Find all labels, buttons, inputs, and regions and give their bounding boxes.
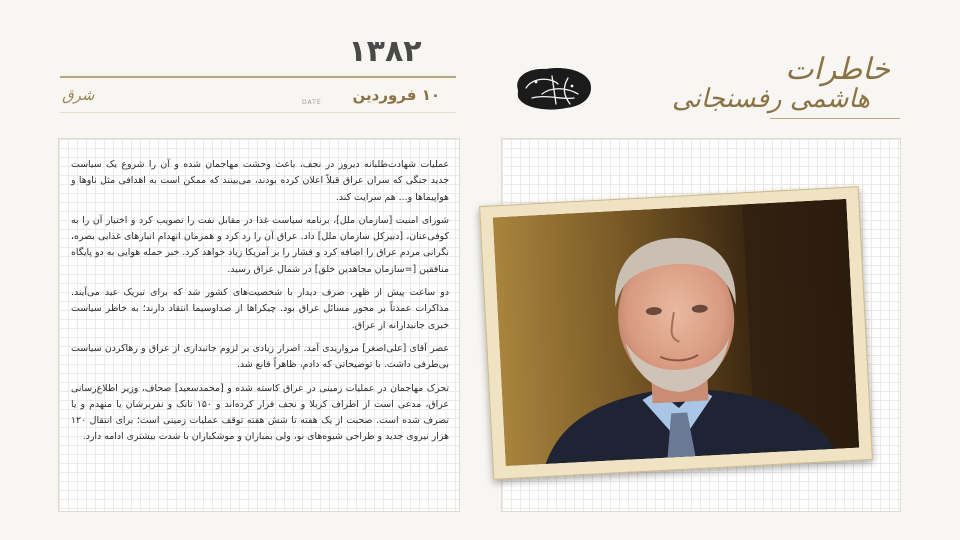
paragraph-4: عصر آقای [علی‌اصغر] مرواریدی آمد. اصرار زیادی بر لزوم جانبداری از عراق و رهاکردن سیاست بی‌طرفی داشت. با توضیحاتی که دادم، ظاهراً قانع شد. bbox=[71, 342, 449, 371]
diary-body bbox=[71, 157, 449, 453]
brand-underline bbox=[770, 118, 900, 119]
paragraph-5: تحرک مهاجمان در عملیات زمینی در عراق کاسته شده و [محمدسعید] صحاف، وزیر اطلاع‌رسانی عراق، مدعی است از اطراف کربلا و نجف فرار کرده‌اند و ۱۵۰ تانک و نفربرشان یا منهدم و یا تصرف شده است. صحبت از یک هفته تا شش هفته توقف عملیات زمینی است؛ برای انتقال ۱۲۰ هزار نیروی جدید و طراحی شیوه‌های نو، ولی بمباران و موشکباران با شدت بیشتری ادامه دارد. bbox=[71, 382, 449, 443]
paragraph-1: عملیات شهادت‌طلبانه دیروز در نجف، باعث وحشت مهاجمان شده و آن را شروع یک سیاست جدید جنگی که سران عراق قبلاً اعلان کرده بودند، می‌بینند که ممکن است به اهدافی مثل ناوها و هواپیماها و... هم سرایت کند. bbox=[71, 159, 449, 203]
paragraph-2: شورای امنیت [سازمان ملل]، برنامه سیاست غذا در مقابل نفت را تصویب کرد و اختیار آن را به کوفی‌عنان، [دبیرکل سازمان ملل] داد. عراق آن را رد کرد و همزمان انهدام انبارهای غذایی بصره، نگرانی مردم عراق را اضافه کرد و فشار را بر آمریکا زیاد خواهد کرد. خبر حمله هوایی به دو پایگاه منافقین [=سازمان مجاهدین خلق] در شمال عراق رسید. bbox=[71, 214, 449, 275]
diary-text-panel bbox=[58, 138, 460, 512]
paragraph-3: دو ساعت پیش از ظهر، صرف دیدار با شخصیت‌های کشور شد که برای تبریک عید می‌آیند. مذاکرات عمدتاً بر محور مسائل عراق بود. چیکراها از صداوسیما انتقاد دارند؛ به خاطر سیاست خبری جانبدارانه از عراق. bbox=[71, 287, 449, 331]
year-heading: ۱۳۸۲ bbox=[348, 34, 422, 69]
date-label: DATE bbox=[302, 99, 322, 106]
brand-logo bbox=[671, 52, 900, 122]
header-subdivider bbox=[60, 112, 456, 113]
vintage-photo-frame bbox=[479, 186, 873, 480]
header-divider bbox=[60, 76, 456, 78]
entry-date: ۱۰ فروردین bbox=[352, 86, 440, 104]
brand-logo-line2: هاشمی رفسنجانی bbox=[671, 84, 870, 114]
brand-logo-line1: خاطرات bbox=[785, 52, 890, 87]
source-logo: شرق bbox=[62, 86, 95, 104]
portrait-photo bbox=[493, 199, 860, 466]
ink-stamp-seal bbox=[512, 64, 594, 112]
